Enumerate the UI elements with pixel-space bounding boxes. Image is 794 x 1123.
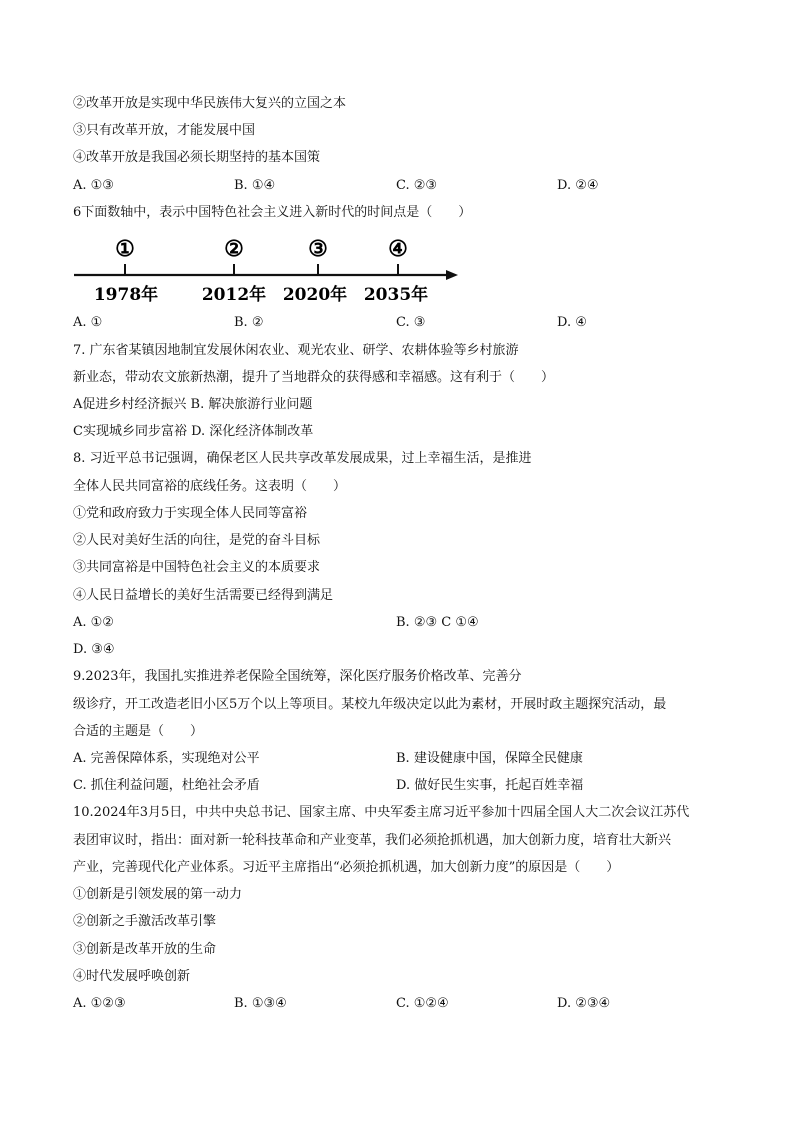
q8-item-4: ④人民日益增长的美好生活需要已经得到满足 [73,588,334,603]
q10-option-c: C. ①②④ [396,996,449,1011]
q5-option-d: D. ②④ [557,178,599,193]
q10-item-4: ④时代发展呼唤创新 [73,969,191,984]
q10-item-2: ②创新之手激活改革引擎 [73,914,217,929]
q5-option-a: A. ①③ [73,178,114,193]
q10-item-3: ③创新是改革开放的生命 [73,942,217,957]
q10-item-1: ①创新是引领发展的第一动力 [73,887,243,902]
q9-option-c: C. 抓住利益问题，杜绝社会矛盾 [73,778,260,793]
timeline-arrow-icon [446,270,458,280]
q10-option-b: B. ①③④ [234,996,287,1011]
q5-item-2: ②改革开放是实现中华民族伟大复兴的立国之本 [73,96,347,111]
q6-option-b: B. ② [234,315,264,330]
timeline-year-4: 2035年 [363,285,429,305]
q8-option-a: A. ①② [73,615,114,630]
timeline-marker-1: ① [115,236,135,262]
timeline-marker-2: ② [224,236,244,262]
timeline-figure [70,234,470,308]
q8-option-bc: B. ②③ C ①④ [396,615,479,630]
q8-item-1: ①党和政府致力于实现全体人民同等富裕 [73,506,308,521]
q9-stem-line1: 9.2023年，我国扎实推进养老保险全国统筹，深化医疗服务价格改革、完善分 [73,669,522,684]
q8-item-2: ②人民对美好生活的向往，是党的奋斗目标 [73,533,321,548]
timeline-year-1: 1978年 [93,285,159,305]
q6-option-c: C. ③ [396,315,426,330]
q10-option-d: D. ②③④ [557,996,611,1011]
q9-option-a: A. 完善保障体系，实现绝对公平 [73,751,260,766]
q9-option-d: D. 做好民生实事，托起百姓幸福 [396,778,584,793]
q8-stem-line1: 8. 习近平总书记强调，确保老区人民共享改革发展成果，过上幸福生活，是推进 [73,451,532,466]
q8-option-d: D. ③④ [73,642,115,657]
q5-option-c: C. ②③ [396,178,438,193]
q5-item-4: ④改革开放是我国必须长期坚持的基本国策 [73,150,321,165]
q7-stem-line2: 新业态，带动农文旅新热潮，提升了当地群众的获得感和幸福感。这有利于（ ） [73,370,555,385]
q5-option-b: B. ①④ [234,178,276,193]
q10-stem-line1: 10.2024年3月5日，中共中央总书记、国家主席、中央军委主席习近平参加十四届全国人大二次会议江苏代 [73,805,690,820]
q10-option-a: A. ①②③ [73,996,126,1011]
q8-stem-line2: 全体人民共同富裕的底线任务。这表明（ ） [73,479,347,494]
q9-stem-line2: 级诊疗，开工改造老旧小区5万个以上等项目。某校九年级决定以此为素材，开展时政主题探究活动，最 [73,697,667,712]
timeline-year-2: 2012年 [201,285,267,305]
q6-option-a: A. ① [73,315,103,330]
q7-stem-line1: 7. 广东省某镇因地制宜发展休闲农业、观光农业、研学、农耕体验等乡村旅游 [73,343,519,358]
q10-stem-line3: 产业，完善现代化产业体系。习近平主席指出“必须抢抓机遇，加大创新力度”的原因是（ ） [73,860,620,875]
q10-stem-line2: 表团审议时，指出：面对新一轮科技革命和产业变革，我们必须抢抓机遇，加大创新力度，培育壮大新兴 [73,833,672,848]
q9-option-b: B. 建设健康中国，保障全民健康 [396,751,583,766]
q7-options-line1: A促进乡村经济振兴 B. 解决旅游行业问题 [73,397,313,412]
q7-options-line2: C实现城乡同步富裕 D. 深化经济体制改革 [73,424,314,439]
q8-item-3: ③共同富裕是中国特色社会主义的本质要求 [73,560,321,575]
timeline-marker-3: ③ [308,236,328,262]
q5-item-3: ③只有改革开放，才能发展中国 [73,123,256,138]
q6-stem: 6下面数轴中，表示中国特色社会主义进入新时代的时间点是（ ） [73,205,472,220]
q9-stem-line3: 合适的主题是（ ） [73,724,204,739]
timeline-year-3: 2020年 [282,285,348,305]
q6-option-d: D. ④ [557,315,587,330]
timeline-marker-4: ④ [388,236,408,262]
